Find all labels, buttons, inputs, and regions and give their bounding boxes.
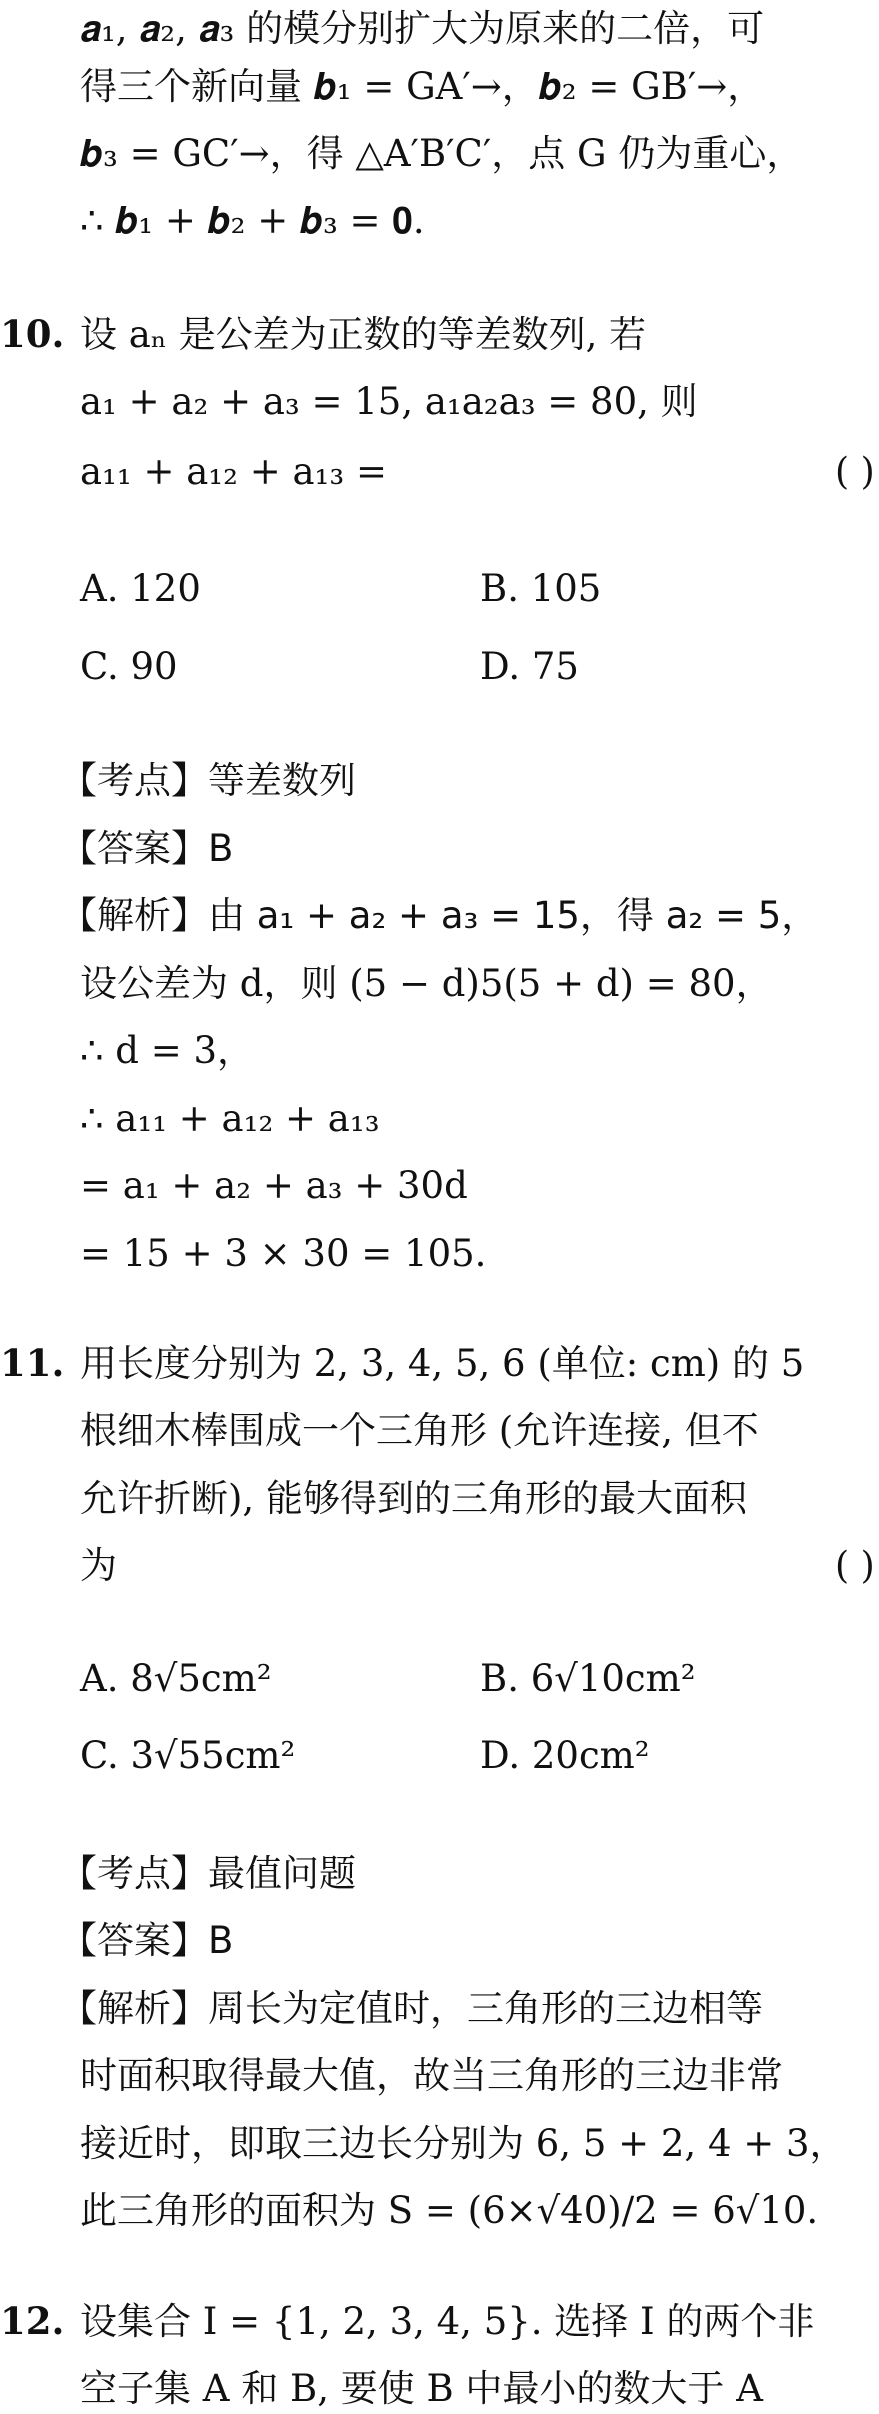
answer-line: 【答案】B xyxy=(60,1919,234,1962)
option-c: C. 90 xyxy=(80,645,178,688)
jiexi-line: ∴ a₁₁ + a₁₂ + a₁₃ xyxy=(80,1097,380,1140)
question-number: 12. xyxy=(0,2299,65,2343)
kaodian-line: 【考点】等差数列 xyxy=(60,759,356,802)
option-a: A. 8√5cm² xyxy=(80,1657,272,1700)
answer-line: 【答案】B xyxy=(60,827,234,870)
question-number: 10. xyxy=(0,312,65,356)
text-line: 𝒃₃ = GC′→，得 △A′B′C′，点 G 仍为重心， xyxy=(80,132,804,175)
jiexi-line: 此三角形的面积为 S = (6×√40)/2 = 6√10. xyxy=(80,2189,819,2232)
question-stem: 设 aₙ 是公差为正数的等差数列, 若 xyxy=(80,313,647,356)
question-stem: a₁ + a₂ + a₃ = 15, a₁a₂a₃ = 80, 则 xyxy=(80,380,698,423)
kaodian-line: 【考点】最值问题 xyxy=(60,1852,356,1895)
jiexi-line: 【解析】周长为定值时，三角形的三边相等 xyxy=(60,1987,763,2030)
text-line: 得三个新向量 𝒃₁ = GA′→，𝒃₂ = GB′→， xyxy=(80,65,765,108)
jiexi-line: 接近时，即取三边长分别为 6, 5 + 2, 4 + 3， xyxy=(80,2122,847,2165)
jiexi-line: = a₁ + a₂ + a₃ + 30d xyxy=(80,1164,468,1207)
text-line: 𝒂₁, 𝒂₂, 𝒂₃ 的模分别扩大为原来的二倍，可 xyxy=(80,7,765,50)
option-c: C. 3√55cm² xyxy=(80,1734,296,1777)
option-a: A. 120 xyxy=(80,567,201,610)
jiexi-line: = 15 + 3 × 30 = 105. xyxy=(80,1232,487,1275)
question-stem: 空子集 A 和 B, 要使 B 中最小的数大于 A xyxy=(80,2367,763,2410)
jiexi-line: 设公差为 d，则 (5 − d)5(5 + d) = 80， xyxy=(80,962,773,1005)
option-b: B. 6√10cm² xyxy=(480,1657,696,1700)
option-d: D. 20cm² xyxy=(480,1734,650,1777)
jiexi-line: 【解析】由 a₁ + a₂ + a₃ = 15，得 a₂ = 5， xyxy=(60,894,819,937)
question-stem: 允许折断), 能够得到的三角形的最大面积 xyxy=(80,1477,747,1520)
question-stem: a₁₁ + a₁₂ + a₁₃ = xyxy=(80,450,387,493)
jiexi-line: ∴ d = 3， xyxy=(80,1029,255,1072)
question-stem: 用长度分别为 2, 3, 4, 5, 6 (单位: cm) 的 5 xyxy=(80,1342,805,1385)
answer-paren: ( ) xyxy=(835,1544,875,1587)
answer-paren: ( ) xyxy=(835,450,875,493)
text-line: ∴ 𝒃₁ + 𝒃₂ + 𝒃₃ = 𝟎. xyxy=(80,199,425,242)
option-d: D. 75 xyxy=(480,645,579,688)
question-number: 11. xyxy=(0,1341,65,1385)
question-stem: 为 xyxy=(80,1544,117,1587)
option-b: B. 105 xyxy=(480,567,602,610)
jiexi-line: 时面积取得最大值，故当三角形的三边非常 xyxy=(80,2054,783,2097)
question-stem: 设集合 I = {1, 2, 3, 4, 5}. 选择 I 的两个非 xyxy=(80,2300,815,2343)
question-stem: 根细木棒围成一个三角形 (允许连接, 但不 xyxy=(80,1409,759,1452)
